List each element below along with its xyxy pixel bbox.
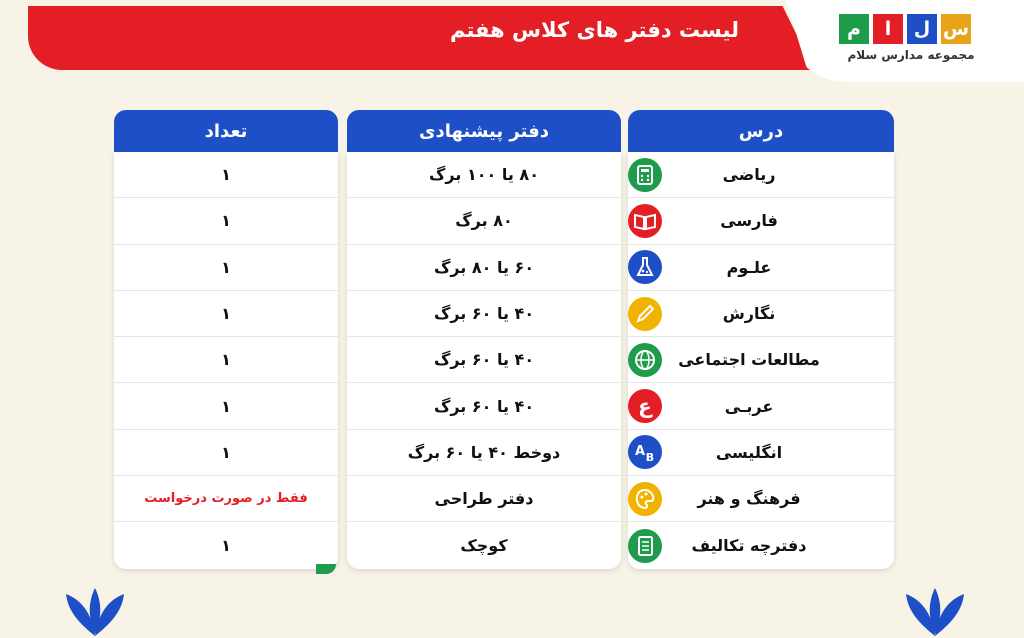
- count-cell: ۱: [114, 198, 338, 244]
- notebook-icon: [628, 529, 662, 563]
- page-title: لیست دفتر های کلاس هفتم: [449, 18, 739, 42]
- subject-label: نگارش: [722, 304, 776, 324]
- leaf-decoration-icon: [60, 584, 130, 638]
- notebook-cell: ۴۰ یا ۶۰ برگ: [347, 291, 621, 337]
- notebook-cell: ۸۰ برگ: [347, 198, 621, 244]
- subject-cell: [628, 337, 894, 383]
- leaf-decoration-icon: [900, 584, 970, 638]
- language-icon: [628, 435, 662, 469]
- count-cell: ۱: [221, 536, 231, 556]
- subject-label: عربـی: [724, 396, 774, 416]
- count-cell: ۱: [114, 383, 338, 429]
- notebook-column: [347, 110, 621, 569]
- notebook-cell: ۴۰ یا ۶۰ برگ: [347, 337, 621, 383]
- subject-label: فارسی: [720, 211, 778, 231]
- globe-icon: [628, 343, 662, 377]
- subject-label: علـوم: [726, 257, 772, 277]
- count-column: [114, 110, 338, 569]
- subject-label: دفترچه تکالیف: [691, 536, 807, 556]
- subject-label: فرهنگ و هنر: [697, 489, 801, 509]
- logo-letter: ا: [873, 14, 903, 44]
- logo: [839, 14, 971, 44]
- logo-letter: م: [839, 14, 869, 44]
- notebook-cell: ۸۰ یا ۱۰۰ برگ: [347, 152, 621, 198]
- calculator-icon: [628, 158, 662, 192]
- count-cells: [114, 152, 338, 569]
- subject-header: درس: [628, 110, 894, 152]
- arabic-letter-icon: [628, 389, 662, 423]
- notebook-cell: دفتر طراحی: [347, 476, 621, 522]
- decorative-corner: [316, 564, 336, 574]
- subject-cell: [628, 383, 894, 429]
- notebook-cell: کوچک: [460, 536, 508, 556]
- count-cell: فقط در صورت درخواست: [114, 476, 338, 522]
- subject-cell: [628, 522, 894, 568]
- notebook-cells: [347, 152, 621, 569]
- art-icon: [628, 482, 662, 516]
- count-cell: ۱: [114, 245, 338, 291]
- subject-column: [628, 110, 894, 569]
- count-header: تعداد: [114, 110, 338, 152]
- count-cell: ۱: [114, 430, 338, 476]
- notebook-cell: ۴۰ یا ۶۰ برگ: [347, 383, 621, 429]
- subject-label: مطالعات اجتماعی: [678, 350, 820, 370]
- notebook-header: دفتر پیشنهادی: [347, 110, 621, 152]
- book-icon: [628, 204, 662, 238]
- count-cell: ۱: [114, 291, 338, 337]
- notebook-cell: ۶۰ یا ۸۰ برگ: [347, 245, 621, 291]
- subject-label: ریاضی: [722, 165, 776, 185]
- logo-letter: ل: [907, 14, 937, 44]
- subject-cell: [628, 245, 894, 291]
- logo-caption: مجموعه مدارس سلام: [847, 48, 975, 62]
- svg-text:ع: ع: [638, 394, 652, 419]
- subject-cell: [628, 476, 894, 522]
- subject-cell: [628, 152, 894, 198]
- subject-cells: [628, 152, 894, 569]
- count-cell: ۱: [114, 337, 338, 383]
- flask-icon: [628, 250, 662, 284]
- svg-text:A: A: [634, 444, 646, 460]
- subject-cell: [628, 430, 894, 476]
- subject-label: انگلیسی: [715, 442, 783, 462]
- subject-cell: [628, 291, 894, 337]
- svg-text:B: B: [645, 451, 655, 465]
- subject-cell: [628, 198, 894, 244]
- logo-letter: س: [941, 14, 971, 44]
- count-cell: ۱: [114, 152, 338, 198]
- notebook-cell: دوخط ۴۰ یا ۶۰ برگ: [347, 430, 621, 476]
- pencil-icon: [628, 297, 662, 331]
